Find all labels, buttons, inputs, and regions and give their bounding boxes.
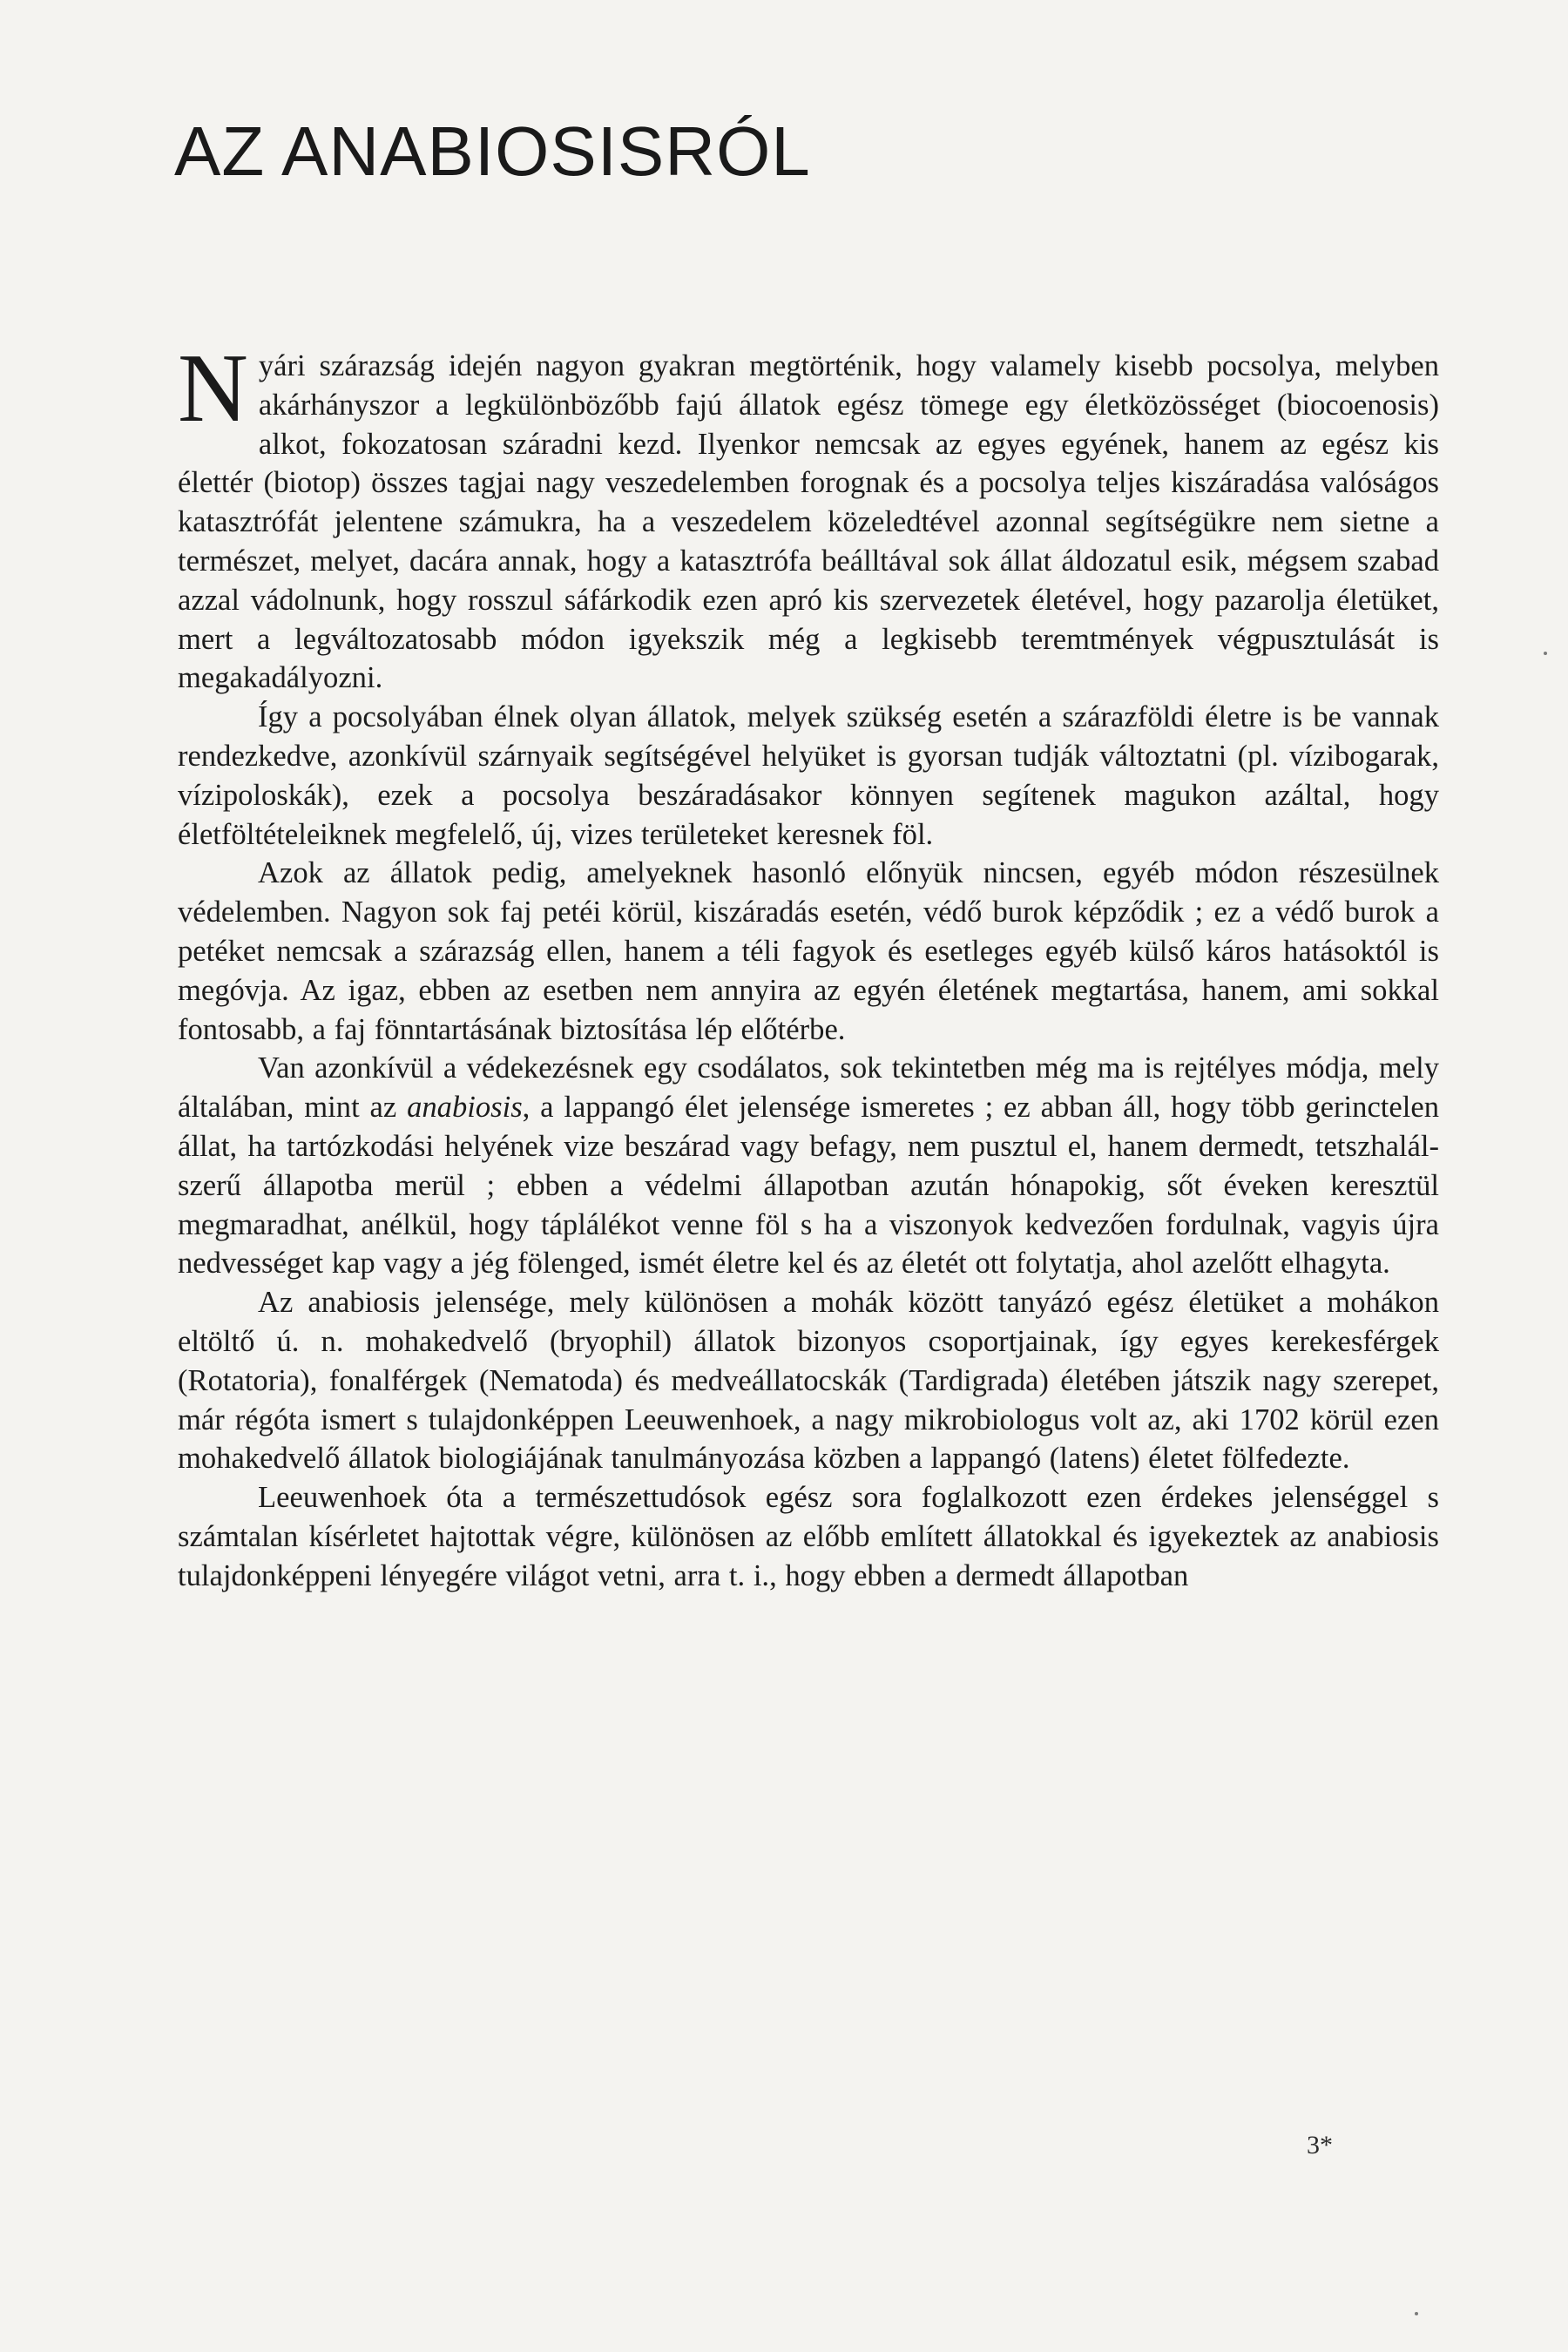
- paragraph-4: [178, 1049, 1439, 1283]
- paragraph-2-text: Így a pocsolyában élnek olyan állatok, melyek szükség esetén a szárazföldi életre is be vannak rendezkedve, azonkívül szárnyaik segítségével helyüket is gyorsan tudják változtatni (pl. vízibogarak, vízipoloskák), ezek a pocsolya beszáradásakor könnyen segítenek magukon azáltal, hogy életföltételeiknek megfelelő, új, vizes területeket keresnek föl.: [178, 700, 1439, 851]
- paper-speck: [1544, 652, 1547, 655]
- page-number: 3*: [1307, 2131, 1333, 2159]
- article-body: [178, 335, 1439, 1596]
- paragraph-4-text-before: Van azonkívül a védekezésnek egy csodálatos, sok tekintetben még ma is rejtélyes módja, mely általában, mint az: [178, 1051, 1439, 1125]
- paragraph-6: [178, 1478, 1439, 1595]
- paragraph-1-text: yári szárazság idején nagyon gyakran megtörténik, hogy valamely kisebb pocsolya, melyben akárhányszor a legkülönbözőbb fajú állatok egész tömege egy életközösséget (biocoenosis) alkot, fokozatosan száradni kezd. Ilyenkor nemcsak az egyes egyének, hanem az egész kis élettér (biotop) összes tagjai nagy veszedelemben forognak és a pocsolya teljes kiszáradása valóságos katasztrófát jelentene számukra, ha a veszedelem közeledtével azonnal segítségükre nem sietne a természet, melyet, dacára annak, hogy a katasztrófa beálltával sok állat áldozatul esik, mégsem szabad azzal vádolnunk, hogy rosszul sáfárkodik ezen apró kis szervezetek életével, hogy pazarolja életüket, mert a legváltozatosabb módon igyekszik még a legkisebb teremtmények végpusztulását is megakadályozni.: [178, 349, 1439, 695]
- article-title: AZ ANABIOSISRÓL: [174, 112, 811, 190]
- paragraph-5: [178, 1283, 1439, 1478]
- paragraph-1: [178, 335, 1439, 698]
- anabiosis-term: anabiosis: [407, 1091, 523, 1125]
- paragraph-3-text: Azok az állatok pedig, amelyeknek hasonló előnyük nincsen, egyéb módon részesülnek védelemben. Nagyon sok faj petéi körül, kiszáradás esetén, védő burok képződik ; ez a védő burok a petéket nemcsak a szárazság ellen, hanem a téli fagyok és esetleges egyéb külső káros hatásoktól is megóvja. Az igaz, ebben az esetben nem annyira az egyén életének megtartása, hanem, ami sokkal fontosabb, a faj fönntartásának biztosítása lép előtérbe.: [178, 856, 1439, 1046]
- paper-speck: [1415, 2312, 1418, 2315]
- paragraph-2: [178, 698, 1439, 854]
- paragraph-5-text: Az anabiosis jelensége, mely különösen a mohák között tanyázó egész életüket a mohákon eltöltő ú. n. mohakedvelő (bryophil) állatok bizonyos csoportjainak, így egyes kerekesférgek (Rotatoria), fonalférgek (Nematoda) és medveállatocskák (Tardigrada) életében játszik nagy szerepet, már régóta ismert s tulajdonképpen Leeuwenhoek, a nagy mikrobiologus volt az, aki 1702 körül ezen mohakedvelő állatok biologiájának tanulmányozása közben a lappangó (latens) életet fölfedezte.: [178, 1286, 1439, 1476]
- drop-cap: N: [178, 335, 248, 443]
- paragraph-4-text-after: , a lappangó élet jelensége ismeretes ; ez abban áll, hogy több gerinctelen állat, ha tartózkodási helyének vize beszárad vagy befagy, nem pusztul el, hanem dermedt, tetszhalál-szerű állapotba merül ; ebben a védelmi állapotban azután hónapokig, sőt éveken keresztül megmaradhat, anélkül, hogy táplálékot venne föl s ha a viszonyok kedvezően fordulnak, vagyis újra nedvességet kap vagy a jég fölenged, ismét életre kel és az életét ott folytatja, ahol azelőtt elhagyta.: [178, 1091, 1439, 1281]
- paragraph-6-text: Leeuwenhoek óta a természettudósok egész sora foglalkozott ezen érdekes jelenséggel s számtalan kísérletet hajtottak végre, különösen az előbb említett állatokkal és igyekeztek az anabiosis tulajdonképpeni lényegére világot vetni, arra t. i., hogy ebben a dermedt állapotban: [178, 1481, 1439, 1592]
- paragraph-3: [178, 854, 1439, 1049]
